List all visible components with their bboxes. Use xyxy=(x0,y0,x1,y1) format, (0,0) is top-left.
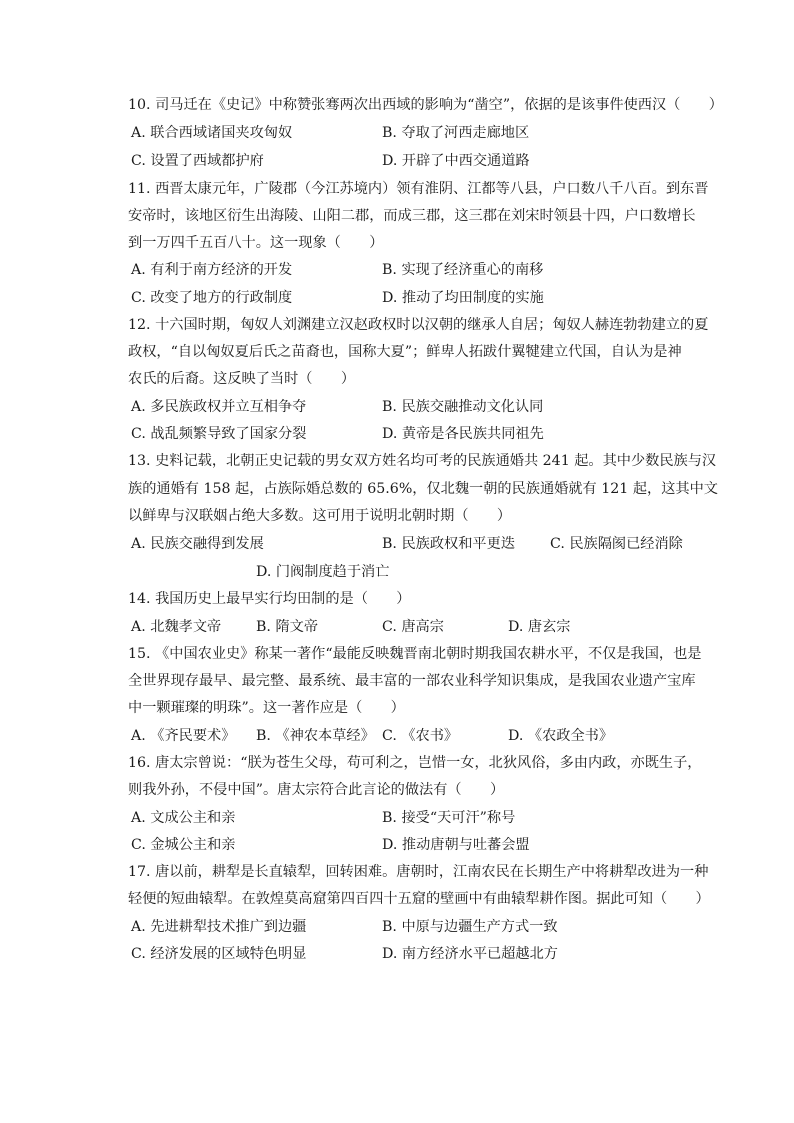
question-13-option-c: C. 民族隔阂已经消除 xyxy=(550,536,683,552)
question-15-option-d: D. 《农政全书》 xyxy=(508,728,614,744)
question-16-stem-line-2: 则我外孙，不侵中国”。唐太宗符合此言论的做法有（ ） xyxy=(128,782,505,798)
question-14-option-a: A. 北魏孝文帝 xyxy=(131,619,222,635)
question-12-option-d: D. 黄帝是各民族共同祖先 xyxy=(382,426,544,442)
question-11-stem-line-1: 11. 西晋太康元年，广陵郡（今江苏境内）领有淮阴、江都等八县，户口数八千八百。到东晋 xyxy=(128,181,709,197)
question-12-option-a: A. 多民族政权并立互相争夺 xyxy=(131,399,307,415)
question-12-stem-line-1: 12. 十六国时期，匈奴人刘渊建立汉赵政权时以汉朝的继承人自居；匈奴人赫连勃勃建立的夏 xyxy=(128,317,709,333)
question-11-stem-line-2: 安帝时，该地区衍生出海陵、山阳二郡，而成三郡，这三郡在刘宋时领县十四，户口数增长 xyxy=(128,208,696,224)
question-10-option-b: B. 夺取了河西走廊地区 xyxy=(382,125,530,141)
question-16-option-b: B. 接受“天可汗”称号 xyxy=(382,810,516,826)
question-16-option-a: A. 文成公主和亲 xyxy=(131,810,236,826)
question-17-option-d: D. 南方经济水平已超越北方 xyxy=(382,946,558,962)
question-13-option-d: D. 门阀制度趋于消亡 xyxy=(256,564,390,580)
question-16-option-d: D. 推动唐朝与吐蕃会盟 xyxy=(382,837,530,853)
question-16-option-c: C. 金城公主和亲 xyxy=(131,837,236,853)
question-10-option-d: D. 开辟了中西交通道路 xyxy=(382,153,530,169)
question-14-option-b: B. 隋文帝 xyxy=(256,619,319,635)
question-12-option-c: C. 战乱频繁导致了国家分裂 xyxy=(131,426,307,442)
question-13-stem-line-3: 以鲜卑与汉联姻占绝大多数。这可用于说明北朝时期（ ） xyxy=(128,508,512,524)
question-10-option-c: C. 设置了西域都护府 xyxy=(131,153,264,169)
question-11-option-d: D. 推动了均田制度的实施 xyxy=(382,290,544,306)
question-13-option-b: B. 民族政权和平更迭 xyxy=(382,536,515,552)
question-14-option-c: C. 唐高宗 xyxy=(382,619,444,635)
question-10-option-a: A. 联合西域诸国夹攻匈奴 xyxy=(131,125,293,141)
question-17-stem-line-2: 轻便的短曲辕犁。在敦煌莫高窟第四百四十五窟的壁画中有曲辕犁耕作图。据此可知（ ） xyxy=(128,891,710,907)
question-11-option-a: A. 有利于南方经济的开发 xyxy=(131,262,293,278)
question-13-stem-line-2: 族的通婚有 158 起，占族际婚总数的 65.6%，仅北魏一朝的民族通婚就有 121 起，这其中文 xyxy=(128,481,718,497)
question-15-option-a: A. 《齐民要术》 xyxy=(131,728,236,744)
question-17-option-a: A. 先进耕犁技术推广到边疆 xyxy=(131,919,307,935)
question-17-option-c: C. 经济发展的区域特色明显 xyxy=(131,946,307,962)
question-15-stem-line-1: 15. 《中国农业史》称某一著作“最能反映魏晋南北朝时期我国农耕水平，不仅是我国，也是 xyxy=(128,646,702,662)
question-15-stem-line-2: 全世界现存最早、最完整、最系统、最丰富的一部农业科学知识集成，是我国农业遗产宝库 xyxy=(128,673,696,689)
question-13-stem-line-1: 13. 史料记载，北朝正史记载的男女双方姓名均可考的民族通婚共 241 起。其中少数民族与汉 xyxy=(128,453,717,469)
question-14-stem-line-1: 14. 我国历史上最早实行均田制的是（ ） xyxy=(128,591,411,607)
question-16-stem-line-1: 16. 唐太宗曾说：“朕为苍生父母，苟可利之，岂惜一女，北狄风俗，多由内政，亦既生子， xyxy=(128,755,702,771)
question-14-option-d: D. 唐玄宗 xyxy=(508,619,571,635)
question-11-option-b: B. 实现了经济重心的南移 xyxy=(382,262,544,278)
question-11-option-c: C. 改变了地方的行政制度 xyxy=(131,290,293,306)
question-12-stem-line-3: 农氏的后裔。这反映了当时（ ） xyxy=(128,371,356,387)
question-17-option-b: B. 中原与边疆生产方式一致 xyxy=(382,919,558,935)
question-12-stem-line-2: 政权，“自以匈奴夏后氏之苗裔也，国称大夏”；鲜卑人拓跋什翼犍建立代国，自认为是神 xyxy=(128,344,682,360)
question-15-stem-line-3: 中一颗璀璨的明珠”。这一著作应是（ ） xyxy=(128,700,405,716)
question-11-stem-line-3: 到一万四千五百八十。这一现象（ ） xyxy=(128,235,384,251)
question-17-stem-line-1: 17. 唐以前，耕犁是长直辕犁，回转困难。唐朝时，江南农民在长期生产中将耕犁改进为一种 xyxy=(128,864,709,880)
question-13-option-a: A. 民族交融得到发展 xyxy=(131,536,264,552)
question-15-option-b: B. 《神农本草经》 xyxy=(256,728,375,744)
question-10-stem-line-1: 10. 司马迁在《史记》中称赞张骞两次出西域的影响为“凿空”，依据的是该事件使西汉（ ） xyxy=(128,97,723,113)
question-15-option-c: C. 《农书》 xyxy=(382,728,459,744)
question-12-option-b: B. 民族交融推动文化认同 xyxy=(382,399,544,415)
